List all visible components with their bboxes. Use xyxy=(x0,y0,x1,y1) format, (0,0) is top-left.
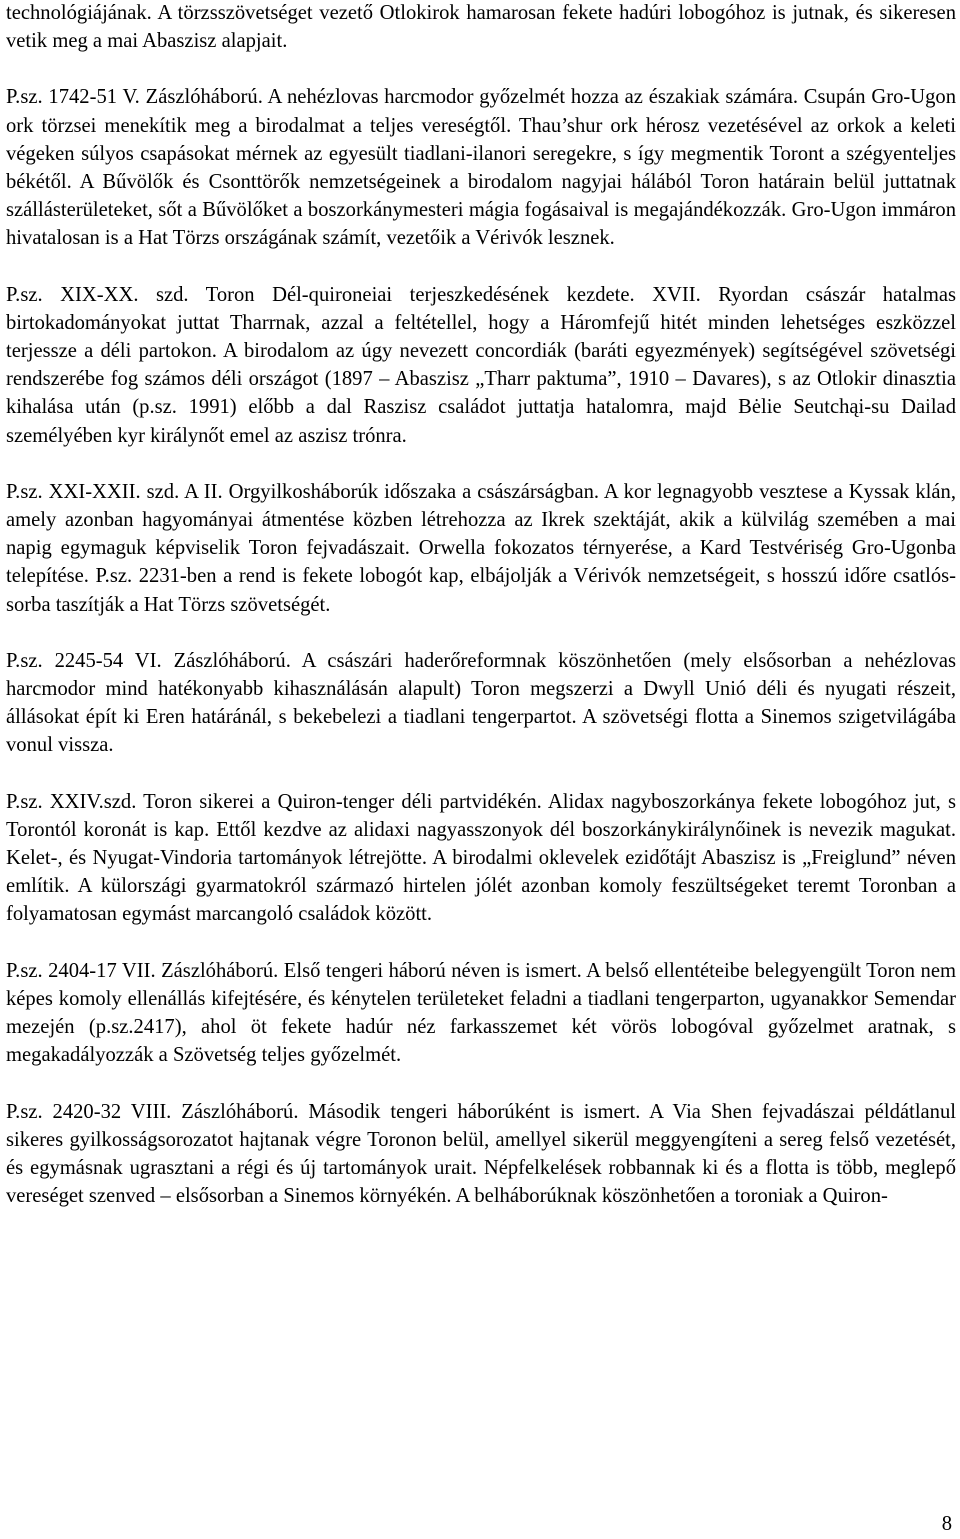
paragraph-eighth-banner-war: P.sz. 2420-32 VIII. Zászlóháború. Második tengeri háborúként is ismert. A Via Shen fejvadászai példátlanul sikeres gyilkosságsorozatot hajtanak végre Toronon belül, amellyel sikerül meggyengíteni a sereg felső vezetését, és egymásnak ugrasztani a régi és új tartományok urait. Népfelkelések robbannak ki és a flotta is több, meglepő vereséget szenved – elsősorban a Sinemos környékén. A belháborúknak köszönhetően a toroniak a Quiron- xyxy=(6,1100,956,1208)
paragraph-fifth-banner-war: P.sz. 1742-51 V. Zászlóháború. A nehézlovas harcmodor győzelmét hozza az északiak számára. Csupán Gro-Ugon ork törzsei menekítik meg a birodalmat a teljes vereségtől. Thau’shur ork hérosz vezetésével az orkok a keleti végeken súlyos csapásokat mérnek az egyesült tiadlani-ilanori seregekre, s így megmentik Toront a szégyenteljes békétől. A Bűvölők és Csonttörők nemzetségeinek a birodalom nagyjai hálából Toron határain belül juttatnak szállásterületeket, sőt a Bűvölőket a boszorkánymesteri mágia fogásaival is megajándékozzák. Gro-Ugon immáron hivatalosan is a Hat Törzs országának számít, vezetőik a Vérivók lesznek. xyxy=(6,86,956,250)
paragraph-intro: technológiájának. A törzsszövetséget vezető Otlokirok hamarosan fekete hadúri lobogóhoz is jutnak, és sikeresen vetik meg a mai Abaszisz alapjait. xyxy=(6,2,956,53)
paragraph-24-century: P.sz. XXIV.szd. Toron sikerei a Quiron-tenger déli partvidékén. Alidax nagyboszorkánya fekete lobogóhoz jut, s Torontól koronát is kap. Ettől kezdve az alidaxi nagyasszonyok dél boszorkánykirálynőinek is nevezik magukat. Kelet-, és Nyugat-Vindoria tartományok létrejötte. A birodalmi oklevelek ezidőtájt Abaszisz is „Freiglund” néven említik. A külországi gyarmatokról származó hirtelen jólét azonban komoly feszültségeket teremt Toronban a folyamatosan egymást marcangoló családok között. xyxy=(6,790,956,926)
paragraph-sixth-banner-war: P.sz. 2245-54 VI. Zászlóháború. A császári haderőreformnak köszönhetően (mely elsősorban a nehézlovas harcmodor mind hatékonyabb kihasználásán alapult) Toron megszerzi a Dwyll Unió déli és nyugati részeit, állásokat épít ki Eren határánál, s bekebelezi a tiadlani tengerpartot. A szövetségi flotta a Sinemos szigetvilágába vonul vissza. xyxy=(6,649,956,757)
paragraph-seventh-banner-war: P.sz. 2404-17 VII. Zászlóháború. Első tengeri háború néven is ismert. A belső ellentéteibe belegyengült Toron nem képes komoly ellenállás kifejtésére, és kénytelen területeket feladni a tiadlani tengerparton, ugyanakkor Semendar mezején (p.sz.2417), ahol öt fekete hadúr néz farkasszemet két vörös lobogóval győzelmet aratnak, s megakadályozzák a Szövetség teljes győzelmét. xyxy=(6,959,956,1067)
paragraph-21-22-century: P.sz. XXI-XXII. szd. A II. Orgyilkosháborúk időszaka a császárságban. A kor legnagyobb vesztese a Kyssak klán, amely azonban hagyományai átmentése közben létrehozza az Ikrek szektáját, akik a külvilág szemében a mai napig egymaguk képviselik Toron fejvadászait. Orwella fokozatos térnyerése, a Kard Testvériség Gro-Ugonba telepítése. P.sz. 2231-ben a rend is fekete lobogót kap, elbájolják a Vérivók nemzetségeit, s hosszú időre csatlós-sorba taszítják a Hat Törzs szövetségét. xyxy=(6,480,956,616)
document-page xyxy=(6,0,956,1238)
page-number: 8 xyxy=(941,1513,952,1535)
paragraph-19-20-century: P.sz. XIX-XX. szd. Toron Dél-quironeiai terjeszkedésének kezdete. XVII. Ryordan császár hatalmas birtokadományokat juttat Tharrnak, azzal a feltétellel, hogy a Háromfejű hitét minden lehetséges eszközzel terjessze a déli partokon. A birodalom az úgy nevezett concordiák (baráti egyezmények) segítségével szövetségi rendszerébe fog számos déli országot (1897 – Abaszisz „Tharr paktuma”, 1910 – Davares), s az Otlokir dinasztia kihalása után (p.sz. 1991) előbb a dal Raszisz családot juttatja hatalomra, majd Bėlie Seutchąi-su Dailad személyében kyr királynőt emel az aszisz trónra. xyxy=(6,283,956,447)
